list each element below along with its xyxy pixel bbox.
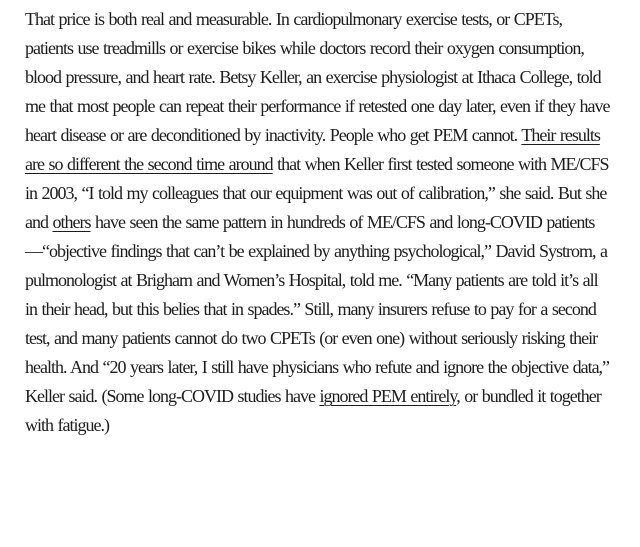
paragraph-text: that when Keller first tested someone with ME/CFS in 2003, “I told my colleagues that our equipment was out of calibration,” she said. But she and — [25, 154, 609, 232]
paragraph-text: That price is both real and measurable. In cardiopulmonary exercise tests, or CPETs, patients use treadmills or exercise bikes while doctors record their oxygen consumption, blood pressure, and heart rate. Betsy Keller, an exercise physiologist at Ithaca College, told me that most people can repeat their performance if retested one day later, even if they have heart disease or are deconditioned by inactivity. People who get PEM cannot. — [25, 9, 610, 145]
article-paragraph — [25, 5, 614, 440]
inline-link[interactable]: Their results are so different the second time around — [25, 125, 600, 174]
inline-link[interactable]: ignored PEM entirely — [319, 386, 457, 406]
paragraph-text: have seen the same pattern in hundreds of ME/CFS and long-COVID patients—“objective findings that can’t be explained by anything psychological,” David Systrom, a pulmonologist at Brigham and Women’s Hospital, told me. “Many patients are told it’s all in their head, but this belies that in spades.” Still, many insurers refuse to pay for a second test, and many patients cannot do two CPETs (or even one) without seriously risking their health. And “20 years later, I still have physicians who refute and ignore the objective data,” Keller said. (Some long-COVID studies have — [25, 212, 610, 406]
paragraph-text: , or bundled it together with fatigue.) — [25, 386, 601, 435]
inline-link[interactable]: others — [52, 212, 91, 232]
